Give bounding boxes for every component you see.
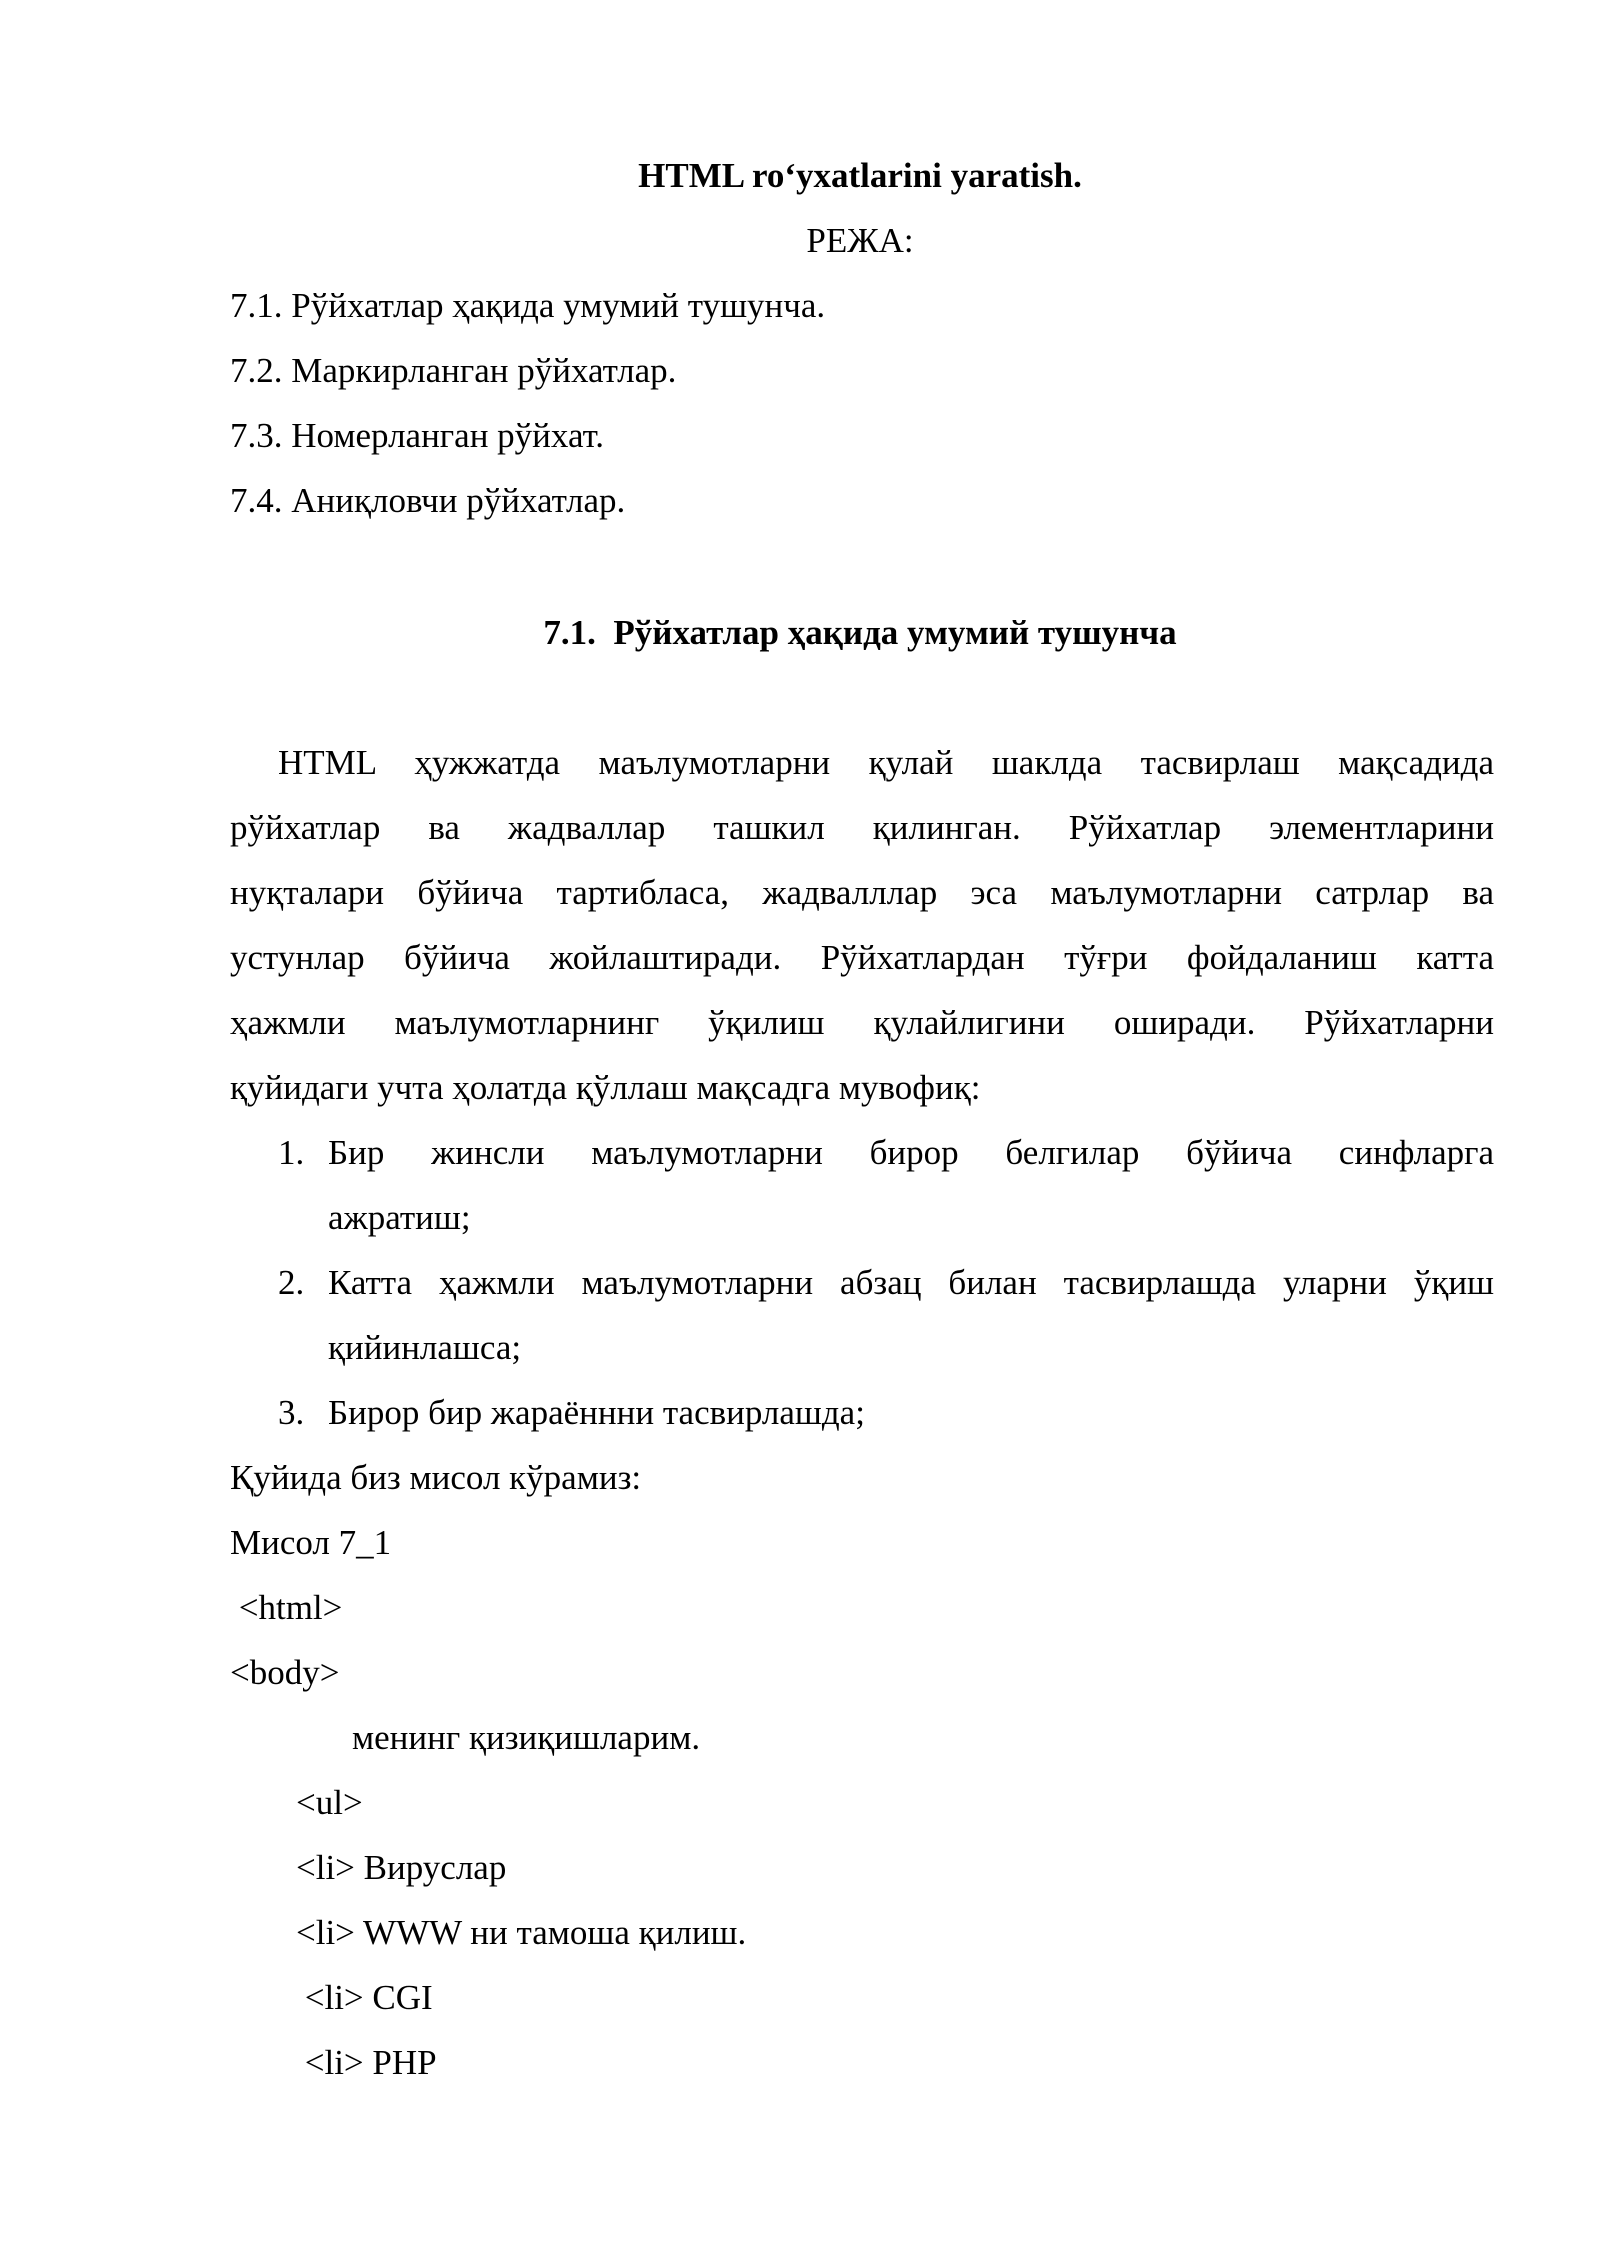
paragraph-line: нуқталари бўйича тартибласа, жадвалллар эса маълумотларни сатрлар ва bbox=[230, 873, 1494, 912]
plan-item: 7.2. Маркирланган рўйхатлар. bbox=[230, 351, 677, 390]
list-item-continuation: ажратиш; bbox=[328, 1198, 471, 1237]
code-line: <ul> bbox=[296, 1783, 363, 1822]
paragraph-line: рўйхатлар ва жадваллар ташкил қилинган. Рўйхатлар элементларини bbox=[230, 808, 1494, 847]
plan-item: 7.1. Рўйхатлар ҳақида умумий тушунча. bbox=[230, 286, 826, 325]
paragraph-line: қуйидаги учта ҳолатда қўллаш мақсадга мувофиқ: bbox=[230, 1068, 981, 1107]
section-heading: 7.1. Рўйхатлар ҳақида умумий тушунча bbox=[543, 613, 1177, 652]
list-number: 3. bbox=[278, 1393, 305, 1432]
list-item-text: Бир жинсли маълумотларни бирор белгилар бўйича синфларга bbox=[328, 1133, 1494, 1172]
example-intro: Қуйида биз мисол кўрамиз: bbox=[230, 1458, 642, 1497]
plan-label: РЕЖА: bbox=[806, 221, 914, 260]
code-line: <li> WWW ни тамоша қилиш. bbox=[296, 1913, 747, 1952]
code-line: <li> Вируслар bbox=[296, 1848, 507, 1887]
code-line: <li> CGI bbox=[296, 1978, 433, 2017]
code-line: <body> bbox=[230, 1653, 340, 1692]
plan-item: 7.3. Номерланган рўйхат. bbox=[230, 416, 604, 455]
list-item-text: Бирор бир жараённни тасвирлашда; bbox=[328, 1393, 865, 1432]
example-label: Мисол 7_1 bbox=[230, 1523, 392, 1562]
code-line: <html> bbox=[230, 1588, 343, 1627]
list-number: 2. bbox=[278, 1263, 305, 1302]
document-title: HTML roʻyxatlarini yaratish. bbox=[638, 156, 1082, 195]
paragraph-line: HTML ҳужжатда маълумотларни қулай шаклда тасвирлаш мақсадида bbox=[278, 743, 1494, 782]
list-item-continuation: қийинлашса; bbox=[328, 1328, 522, 1367]
list-item-text: Катта ҳажмли маълумотларни абзац билан тасвирлашда уларни ўқиш bbox=[328, 1263, 1494, 1302]
code-line: менинг қизиқишларим. bbox=[352, 1718, 701, 1757]
code-line: <li> PHP bbox=[296, 2043, 437, 2082]
paragraph-line: устунлар бўйича жойлаштиради. Рўйхатлардан тўғри фойдаланиш катта bbox=[230, 938, 1494, 977]
paragraph-line: ҳажмли маълумотларнинг ўқилиш қулайлигини оширади. Рўйхатларни bbox=[230, 1003, 1494, 1042]
list-number: 1. bbox=[278, 1133, 305, 1172]
plan-item: 7.4. Аниқловчи рўйхатлар. bbox=[230, 481, 626, 520]
